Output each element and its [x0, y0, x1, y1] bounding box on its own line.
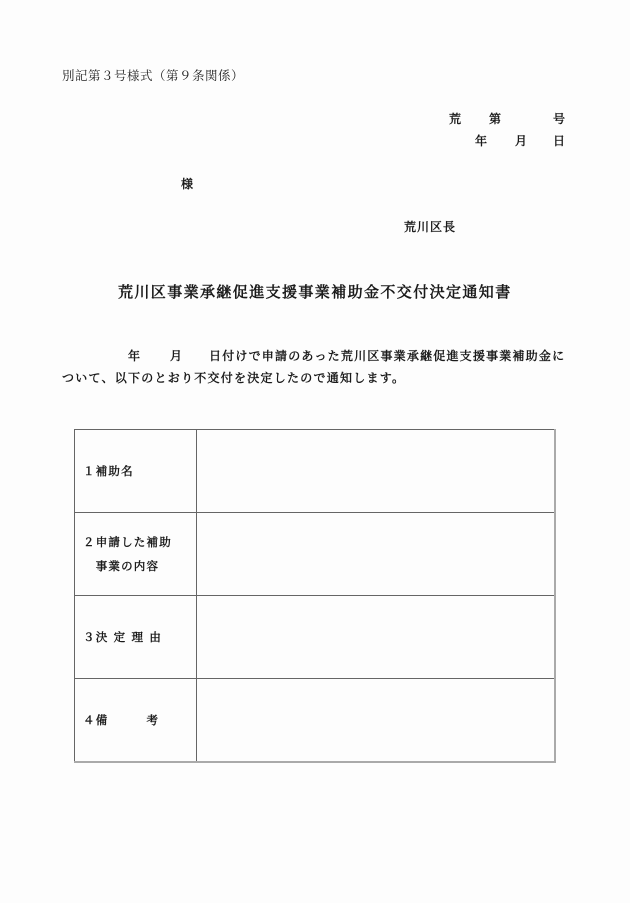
- doc-number-dai: 第: [489, 112, 502, 126]
- issuer-name: 荒川区長: [404, 220, 457, 234]
- form-number: 別記第３号様式（第９条関係）: [62, 68, 245, 83]
- addressee-honorific: 様: [181, 177, 194, 191]
- date-year: 年: [475, 134, 488, 148]
- body-line1: 日付けで申請のあった荒川区事業承継促進支援事業補助金に: [209, 349, 566, 363]
- document-title: 荒川区事業承継促進支援事業補助金不交付決定通知書: [118, 283, 512, 301]
- body-date-year: 年: [128, 349, 142, 363]
- date-month: 月: [515, 134, 528, 148]
- row-label-decision-reason: ３決 定 理 由: [75, 596, 197, 679]
- row-label-remarks: ４備 考: [75, 679, 197, 763]
- row-value-project-content: [197, 513, 556, 596]
- details-table: [74, 429, 556, 763]
- body-line2: ついて、以下のとおり不交付を決定したので通知します。: [62, 371, 406, 385]
- table-row: [75, 513, 556, 596]
- date-day: 日: [553, 134, 566, 148]
- row-value-decision-reason: [197, 596, 556, 679]
- row-value-remarks: [197, 679, 556, 763]
- table-row: [75, 679, 556, 763]
- table-row: [75, 430, 556, 513]
- doc-number-prefix: 荒: [449, 112, 462, 126]
- doc-number-go: 号: [553, 112, 566, 126]
- row-label-project-content: ２申請した補助 事業の内容: [75, 513, 197, 596]
- row-label-subsidy-name: １補助名: [75, 430, 197, 513]
- row-value-subsidy-name: [197, 430, 556, 513]
- body-date-month: 月: [170, 349, 184, 363]
- table-row: [75, 596, 556, 679]
